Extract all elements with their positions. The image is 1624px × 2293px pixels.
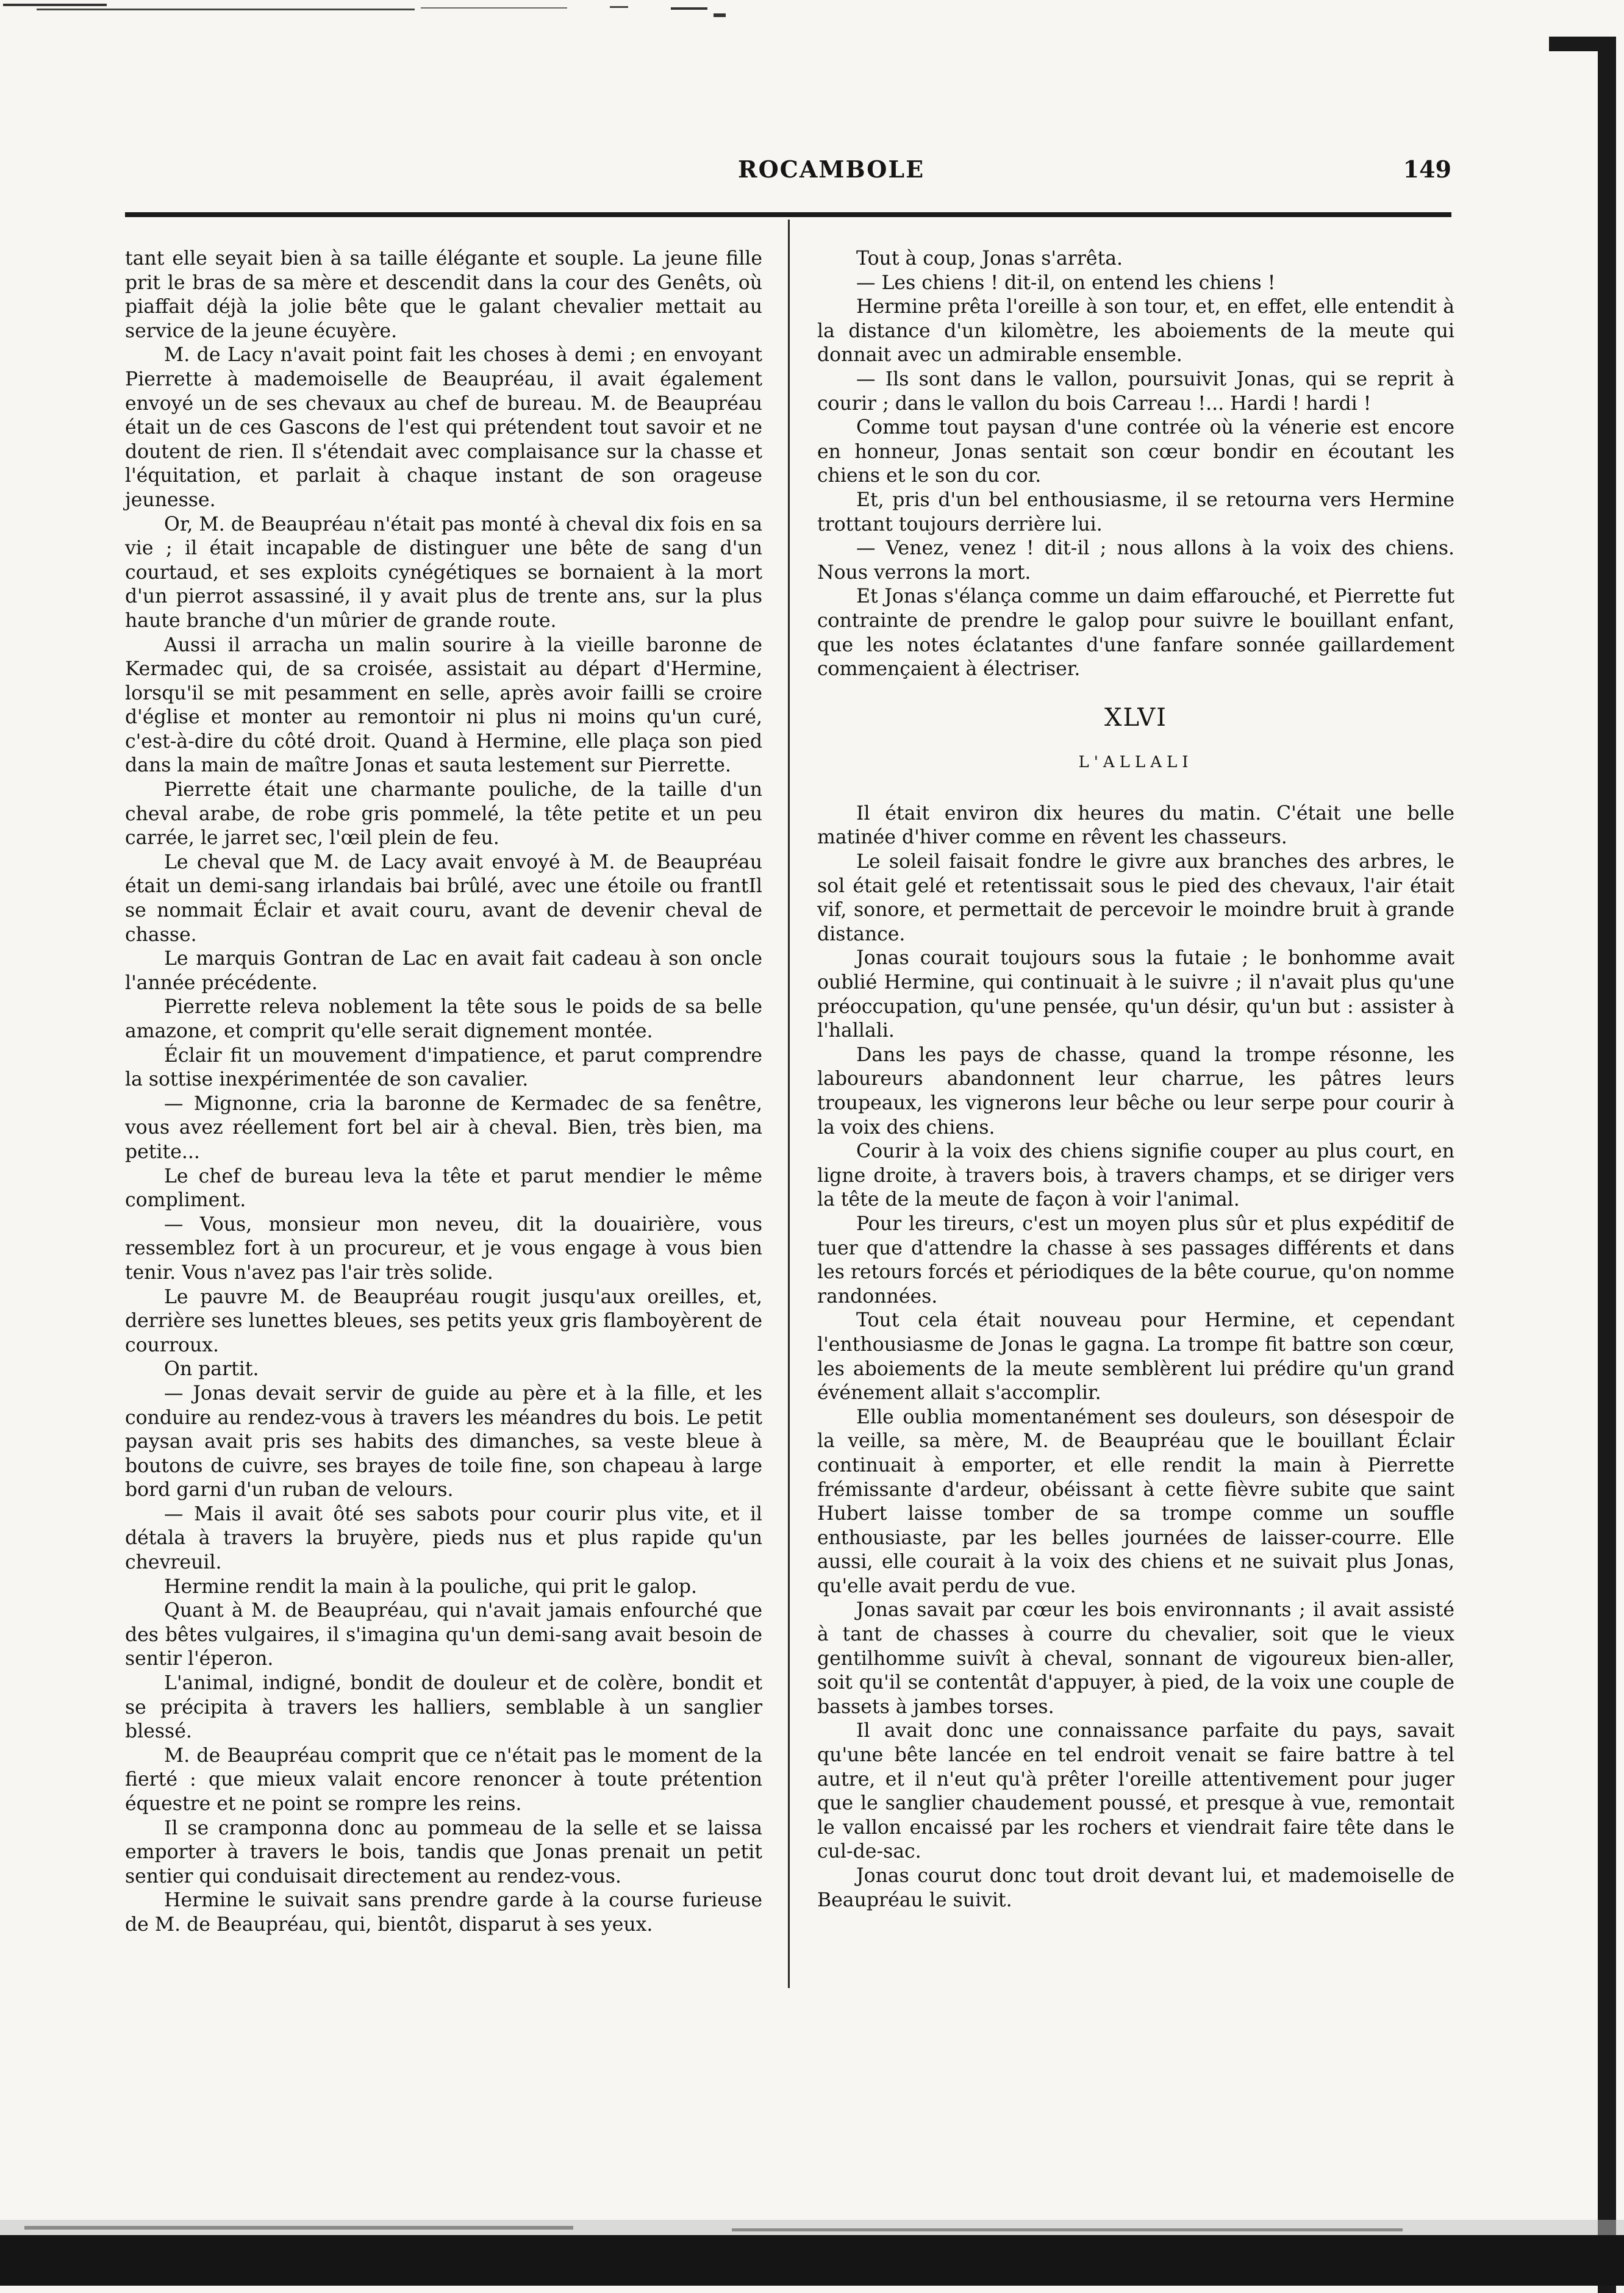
- chapter-number: XLVI: [1104, 703, 1167, 732]
- paragraph: Éclair fit un mouvement d'impatience, et parut comprendre la sottise inexpérimentée de son cavalier.: [125, 1044, 762, 1091]
- paragraph: Elle oublia momentanément ses douleurs, son désespoir de la veille, sa mère, M. de Beaupréau que le bouillant Éclair continuait à emporter, et elle rendit la main à Pierrette frémissante d'ardeur, obéissant à cette fièvre subite que saint Hubert laisse tomber de sa trompe comme un souffle enthousiaste, par les belles journées de laisser-courre. Elle aussi, elle courait à la voix des chiens et ne suivait plus Jonas, qu'elle avait perdu de vue.: [817, 1406, 1454, 1597]
- left-column: [125, 247, 762, 1937]
- paragraph: Comme tout paysan d'une contrée où la vénerie est encore en honneur, Jonas sentait son cœur bondir en écoutant les chiens et le son du cor.: [817, 417, 1454, 487]
- paragraph: Tout cela était nouveau pour Hermine, et cependant l'enthousiasme de Jonas le gagna. La trompe fit battre son cœur, les aboiements de la meute semblèrent lui prédire qu'un grand événement allait s'accomplir.: [817, 1309, 1454, 1404]
- paragraph: Jonas courait toujours sous la futaie ; le bonhomme avait oublié Hermine, qui continuait à le suivre ; il n'avait plus qu'une préoccupation, qu'une pensée, qu'un désir, qu'un but : assister à l'hallali.: [817, 947, 1454, 1042]
- paragraph: Pour les tireurs, c'est un moyen plus sûr et plus expéditif de tuer que d'attendre la chasse à ses passages différents et dans les retours forcés et périodiques de la bête courue, qu'on nomme randonnées.: [817, 1212, 1454, 1307]
- paragraph: — Ils sont dans le vallon, poursuivit Jonas, qui se reprit à courir ; dans le vallon du bois Carreau !... Hardi ! hardi !: [817, 368, 1454, 415]
- paragraph: Pierrette releva noblement la tête sous le poids de sa belle amazone, et comprit qu'elle serait dignement montée.: [125, 996, 762, 1042]
- column-divider: [788, 220, 790, 1988]
- paragraph: Il se cramponna donc au pommeau de la selle et se laissa emporter à travers le bois, tandis que Jonas prenait un petit sentier qui conduisait directement au rendez-vous.: [125, 1817, 762, 1887]
- paragraph: M. de Beaupréau comprit que ce n'était pas le moment de la fierté : que mieux valait encore renoncer à toute prétention équestre et ne point se rompre les reins.: [125, 1744, 762, 1815]
- paragraph: On partit.: [164, 1358, 259, 1381]
- scan-bottom-band: [0, 2235, 1624, 2286]
- paragraph: M. de Lacy n'avait point fait les choses à demi ; en envoyant Pierrette à mademoiselle de Beaupréau, il avait également envoyé un de ses chevaux au chef de bureau. M. de Beaupréau était un de ces Gascons de l'est qui prétendent tout savoir et ne doutent de rien. Il s'étendait avec complaisance sur la chasse et l'équitation, et parlait à chaque instant de son orageuse jeunesse.: [125, 344, 762, 511]
- page-header: [122, 156, 1451, 192]
- paragraph: Le marquis Gontran de Lac en avait fait cadeau à son oncle l'année précédente.: [125, 948, 762, 994]
- paragraph: Jonas savait par cœur les bois environnants ; il avait assisté à tant de chasses à courre du chevalier, soit que le vieux gentilhomme suivît à cheval, sonnant de vigoureux bien-aller, soit qu'il se contentât d'appuyer, à pied, de la voix une couple de bassets à jambes torses.: [817, 1599, 1454, 1718]
- paragraph: Jonas courut donc tout droit devant lui, et mademoiselle de Beaupréau le suivit.: [817, 1865, 1454, 1911]
- paragraph: Le soleil faisait fondre le givre aux branches des arbres, le sol était gelé et retentissait sous le pied des chevaux, l'air était vif, sonore, et permettait de percevoir le moindre bruit à grande distance.: [817, 851, 1454, 945]
- running-title: ROCAMBOLE: [738, 156, 925, 183]
- paragraph: tant elle seyait bien à sa taille élégante et souple. La jeune fille prit le bras de sa mère et descendit dans la cour des Genêts, où piaffait déjà la jolie bête que le galant chevalier mettait au service de la jeune écuyère.: [125, 248, 762, 342]
- paragraph: Hermine le suivait sans prendre garde à la course furieuse de M. de Beaupréau, qui, bientôt, disparut à ses yeux.: [125, 1889, 762, 1936]
- scan-bottom-speckle: [0, 2183, 1624, 2238]
- chapter-title: L'ALLALI: [1078, 753, 1193, 772]
- paragraph: Le pauvre M. de Beaupréau rougit jusqu'aux oreilles, et, derrière ses lunettes bleues, ses petits yeux gris flamboyèrent de courroux.: [125, 1286, 762, 1356]
- scan-top-noise: [0, 0, 854, 24]
- paragraph: Il était environ dix heures du matin. C'était une belle matinée d'hiver comme en rêvent les chasseurs.: [817, 802, 1454, 849]
- paragraph: Il avait donc une connaissance parfaite du pays, savait qu'une bête lancée en tel endroit venait se faire battre à tel autre, et il n'eut qu'à prêter l'oreille attentivement pour juger que le sanglier chaudement poussé, et presque à vue, remontait le vallon encaissé par les rochers et viendrait faire tête dans le cul-de-sac.: [817, 1720, 1454, 1863]
- paragraph: L'animal, indigné, bondit de douleur et de colère, bondit et se précipita à travers les halliers, semblable à un sanglier blessé.: [125, 1672, 762, 1743]
- paragraph: Le chef de bureau leva la tête et parut mendier le même compliment.: [125, 1165, 762, 1212]
- paragraph: Quant à M. de Beaupréau, qui n'avait jamais enfourché que des bêtes vulgaires, il s'imagina qu'un demi-sang avait besoin de sentir l'éperon.: [125, 1600, 762, 1670]
- right-column: [817, 247, 1454, 1912]
- scan-edge-bar: [1598, 37, 1616, 2293]
- paragraph: Et Jonas s'élança comme un daim effarouché, et Pierrette fut contrainte de prendre le galop pour suivre le bouillant enfant, que les notes éclatantes d'une fanfare sonnée gaillardement commençaient à électriser.: [817, 585, 1454, 681]
- paragraph: Aussi il arracha un malin sourire à la vieille baronne de Kermadec qui, de sa croisée, assistait au départ d'Hermine, lorsqu'il se mit pesamment en selle, après avoir failli se croire d'église et monter au remontoir ni plus ni moins qu'un curé, c'est-à-dire du côté droit. Quand à Hermine, elle plaça son pied dans la main de maître Jonas et sauta lestement sur Pierrette.: [125, 634, 762, 777]
- paragraph: — Venez, venez ! dit-il ; nous allons à la voix des chiens. Nous verrons la mort.: [817, 537, 1454, 584]
- paragraph: — Les chiens ! dit-il, on entend les chiens !: [856, 271, 1276, 294]
- paragraph: Hermine rendit la main à la pouliche, qui prit le galop.: [164, 1575, 698, 1598]
- paragraph: Or, M. de Beaupréau n'était pas monté à cheval dix fois en sa vie ; il était incapable de distinguer une bête de sang d'un courtaud, et ses exploits cynégétiques se bornaient à la mort d'un pierrot assassiné, il y avait plus de trente ans, sur la plus haute branche d'un mûrier de grande route.: [125, 513, 762, 632]
- paragraph: Courir à la voix des chiens signifie couper au plus court, en ligne droite, à travers bois, à travers champs, et se diriger vers la tête de la meute de façon à voir l'animal.: [817, 1140, 1454, 1211]
- paragraph: — Mais il avait ôté ses sabots pour courir plus vite, et il détala à travers la bruyère, pieds nus et plus rapide qu'un chevreuil.: [125, 1503, 762, 1574]
- page-number: 149: [1403, 156, 1451, 183]
- paragraph: — Mignonne, cria la baronne de Kermadec de sa fenêtre, vous avez réellement fort bel air à cheval. Bien, très bien, ma petite...: [125, 1092, 762, 1163]
- paragraph: Tout à coup, Jonas s'arrêta.: [856, 248, 1123, 270]
- paragraph: Le cheval que M. de Lacy avait envoyé à M. de Beaupréau était un demi-sang irlandais bai brûlé, avec une étoile ou frantIl se nommait Éclair et avait couru, avant de devenir cheval de chasse.: [125, 851, 762, 946]
- paragraph: Hermine prêta l'oreille à son tour, et, en effet, elle entendit à la distance d'un kilomètre, les aboiements de la meute qui donnait avec un admirable ensemble.: [817, 296, 1454, 367]
- paragraph: Pierrette était une charmante pouliche, de la taille d'un cheval arabe, de robe gris pommelé, la tête petite et un peu carrée, le jarret sec, l'œil plein de feu.: [125, 779, 762, 850]
- paragraph: Et, pris d'un bel enthousiasme, il se retourna vers Hermine trottant toujours derrière lui.: [817, 488, 1454, 535]
- header-rule: [125, 212, 1451, 217]
- paragraph: — Vous, monsieur mon neveu, dit la douairière, vous ressemblez fort à un procureur, et je vous engage à vous bien tenir. Vous n'avez pas l'air très solide.: [125, 1213, 762, 1284]
- paragraph: Dans les pays de chasse, quand la trompe résonne, les laboureurs abandonnent leur charrue, les pâtres leurs troupeaux, les vignerons leur bêche ou leur serpe pour courir à la voix des chiens.: [817, 1043, 1454, 1139]
- paragraph: — Jonas devait servir de guide au père et à la fille, et les conduire au rendez-vous à travers les méandres du bois. Le petit paysan avait pris ses habits des dimanches, sa veste bleue à boutons de cuivre, ses brayes de toile fine, son chapeau à large bord garni d'un ruban de velours.: [125, 1382, 762, 1501]
